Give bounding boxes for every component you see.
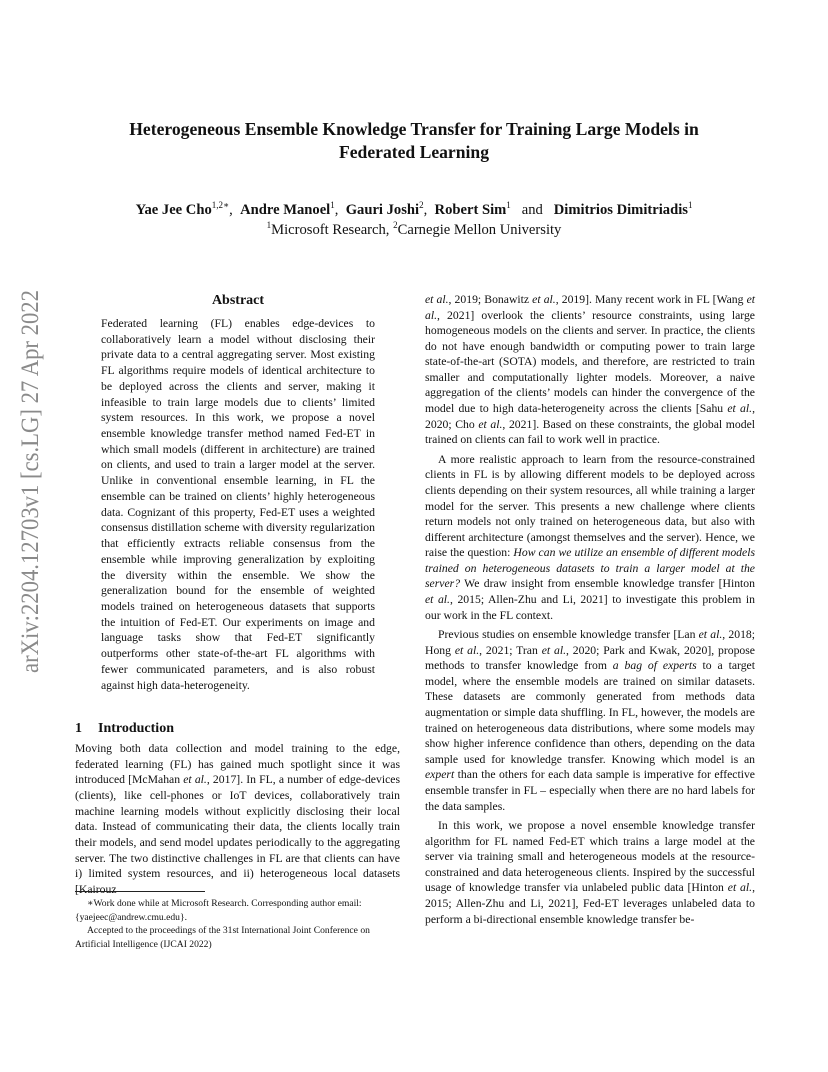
paper-title-line-2: Federated Learning: [338, 142, 489, 162]
author-separator: ,: [423, 201, 428, 218]
author-name: Yae Jee Cho: [135, 201, 212, 218]
author-affiliation-mark: 1: [687, 200, 693, 210]
et-al: et al.: [727, 402, 753, 416]
et-al: et al.: [478, 417, 503, 431]
abstract-heading: Abstract: [211, 293, 265, 308]
section-heading: [75, 720, 375, 738]
paper-title: [80, 118, 748, 164]
et-al: et al.: [698, 628, 723, 642]
author-separator: ,: [334, 201, 339, 218]
abstract-body: Federated learning (FL) enables edge-devices to collaboratively learn a model without disclosing their private data to a central aggregating server. Most existing FL algorithms require models of identical architecture to be deployed across the clients and server, making it infeasible to train large models due to clients’ limited system resources. In this work, we propose a novel ensemble knowledge transfer method named Fed-ET in which small models (different in architecture) are trained on clients, and used to train a larger model at the server. Unlike in conventional ensemble learning, in FL the ensemble can be trained on clients’ highly heterogeneous data. Cognizant of this property, Fed-ET uses a weighted consensus distillation scheme with diversity regularization that efficiently extracts reliable consensus from the ensemble while improving generalization by exploiting the diversity within the ensemble. We show the generalization bound for the ensemble of weighted models trained on heterogeneous datasets that supports the intuition of Fed-ET. Our experiments on image and language tasks show that Fed-ET significantly outperforms other state-of-the-art FL algorithms with fewer communicated parameters, and is also robust against high data-heterogeneity.: [101, 317, 375, 692]
text-run: A more realistic approach to learn from the resource-constrained clients in FL is by allowing different models to be deployed across clients depending on their system resources, all while training a larger model for the server. This presents a new challenge where clients return models not only trained on heterogeneous data, but also with different architecture (amongst themselves and the server). Hence, we raise the question:: [425, 452, 755, 560]
affiliation-name: Microsoft Research,: [271, 221, 394, 238]
affiliation-name: Carnegie Mellon University: [397, 221, 562, 238]
text-run: In this work, we propose a novel ensemble knowledge transfer algorithm for FL named Fed-ET which trains a large model at the server via training small and heterogeneous models at the resource-constrained and data heterogeneous clients. Inspired by the successful usage of knowledge transfer via unlabeled public data [Hinton: [425, 819, 755, 895]
text-run: , 2021; Tran: [479, 643, 542, 657]
author-name: Gauri Joshi: [345, 201, 420, 218]
footnote-author: ∗Work done while at Microsoft Research. Corresponding author email: {yaejeec@andrew.cmu.edu}.: [75, 898, 362, 923]
author-name: Dimitrios Dimitriadis: [553, 201, 688, 218]
intro-right-column: [425, 292, 755, 931]
author-separator: ,: [229, 201, 233, 218]
text-run: , 2021] overlook the clients’ resource constraints, using large homogeneous models on the clients and server. In practice, the clients do not have enough bandwidth or computing power to train large state-of-the-art (SOTA) models, and therefore, are restricted to train smaller and computationally lighter models. Moreover, a naive aggregation of the clients’ models can hinder the convergence of the model due to high data-heterogeneity across the clients [Sahu: [425, 308, 755, 416]
author-and: and: [521, 201, 543, 218]
text-run: We draw insight from ensemble knowledge transfer [Hinton: [460, 577, 755, 591]
arxiv-stamp: [10, 289, 46, 674]
author-name: Andre Manoel: [240, 201, 331, 218]
section-title: Introduction: [98, 721, 174, 736]
et-al: et al.: [532, 293, 556, 306]
arxiv-stamp-graphic: [10, 289, 46, 674]
footnote-rule: [75, 891, 205, 892]
et-al: et al.: [183, 773, 207, 787]
affiliation-mark: 2: [393, 220, 398, 230]
intro-paragraph: [425, 292, 755, 448]
text-run: Moving both data collection and model training to the edge, federated learning (FL) has gained much spotlight since it was introduced [McMahan: [75, 742, 400, 787]
intro-left-column: [75, 741, 400, 898]
footnotes: [75, 897, 400, 951]
et-al: et al.: [454, 643, 480, 657]
et-al: et al.: [727, 881, 753, 895]
section-number: 1: [75, 721, 82, 736]
author-affiliation-mark: 1,2∗: [211, 200, 230, 210]
et-al: et al.: [425, 592, 450, 606]
text-run: , 2017]. In FL, a number of edge-devices (clients), like cell-phones or IoT devices, collaboratively train machine learning models without explicitly disclosing their local data. Instead of communicating their data, the clients locally train their models, and send model updates periodically to the aggregating server. The two distinctive challenges in FL are that clients can have i) limited system resources, and ii) heterogeneous local datasets [Kairouz: [75, 773, 400, 896]
et-al: et al.: [425, 293, 755, 322]
author-name: Robert Sim: [434, 201, 507, 218]
author-affiliation-mark: 1: [506, 200, 511, 210]
et-al: et al.: [541, 643, 566, 657]
text-run: , 2018; Hong: [425, 628, 756, 657]
affiliations: [60, 215, 768, 240]
text-run: to a target model, where the ensemble models are trained on similar datasets. These datasets are commonly generated from methods data augmentation or simple data shuffling. In FL, however, the models are trained on heterogeneous data distributions, where some models may show higher inference confidence than others, depending on the data sample used for knowledge transfer. Knowing which model is an: [425, 659, 755, 766]
footnote-venue: Accepted to the proceedings of the 31st International Joint Conference on Artificial Intelligence (IJCAI 2022): [75, 925, 370, 950]
text-run: Previous studies on ensemble knowledge transfer [Lan: [438, 628, 699, 642]
text-run: , 2015; Allen-Zhu and Li, 2021] to investigate this problem in our work in the FL context.: [425, 592, 755, 622]
text-run: , 2021]. Based on these constraints, the global model trained on clients can fail to work well in practice.: [425, 417, 756, 447]
paper-title-line-1: Heterogeneous Ensemble Knowledge Transfer for Training Large Models in: [129, 119, 699, 139]
text-run: , 2015; Allen-Zhu and Li, 2021], Fed-ET leverages unlabeled data to perform a bi-directional ensemble knowledge transfer be-: [425, 881, 755, 926]
text-run: than the others for each data sample is imperative for effective ensemble transfer in FL – especially when there are no hard labels for the data samples.: [425, 768, 755, 813]
emphasis: expert: [425, 768, 455, 782]
text-run: , 2019]. Many recent work in FL [Wang: [555, 293, 747, 306]
intro-paragraph: [425, 627, 755, 814]
author-affiliation-mark: 2: [419, 200, 424, 210]
intro-paragraph: [75, 741, 400, 898]
author-affiliation-mark: 1: [330, 200, 335, 210]
affiliation-mark: 1: [266, 220, 272, 230]
arxiv-stamp-text: arXiv:2204.12703v1 [cs.LG] 27 Apr 2022: [17, 289, 44, 673]
research-question: How can we utilize an ensemble of different models trained on heterogeneous datasets to train a larger model at the server?: [425, 546, 755, 591]
et-al: et al.: [425, 293, 449, 306]
intro-paragraph: [425, 452, 755, 623]
text-run: , 2020; Cho: [425, 402, 755, 431]
text-run: , 2019; Bonawitz: [448, 293, 533, 306]
emphasis: a bag of experts: [612, 659, 697, 673]
text-run: , 2020; Park and Kwak, 2020], propose methods to transfer knowledge from: [425, 643, 755, 673]
intro-paragraph: [425, 818, 755, 927]
